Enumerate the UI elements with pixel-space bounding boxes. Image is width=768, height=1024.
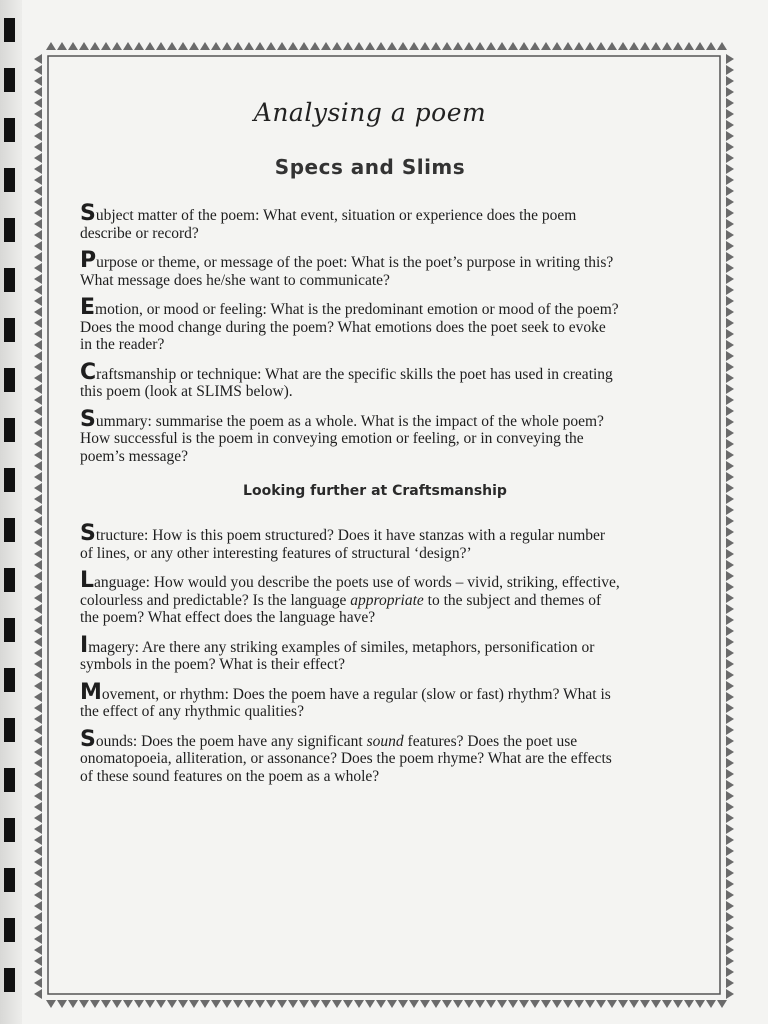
- binding-hole: [4, 168, 15, 192]
- item-text: tructure: How is this poem structured? Does it have stanzas with a regular number of lines, or any other interesting features of structural ‘design?’: [80, 527, 606, 562]
- drop-cap: I: [80, 632, 89, 658]
- drop-cap: L: [80, 568, 95, 593]
- specs-item: [80, 359, 620, 401]
- binding-hole: [4, 68, 15, 92]
- drop-cap: S: [80, 521, 96, 546]
- binding-hole: [4, 368, 15, 392]
- page-subtitle: Specs and Slims: [274, 155, 466, 179]
- drop-cap: S: [80, 201, 96, 226]
- slims-item: [80, 568, 620, 627]
- page-content: [80, 90, 660, 795]
- item-text: ubject matter of the poem: What event, situation or experience does the poem describe or record?: [80, 207, 577, 242]
- binding-hole: [4, 968, 15, 992]
- specs-list: [80, 201, 660, 465]
- slims-item: [80, 726, 620, 786]
- slims-item: [80, 521, 620, 562]
- drop-cap: C: [80, 359, 97, 385]
- binding-hole: [4, 268, 15, 292]
- item-text: motion, or mood or feeling: What is the predominant emotion or mood of the poem? Does the mood change during the poem? What emotions does the poet seek to evoke in the reader?: [80, 301, 619, 353]
- drop-cap: M: [80, 679, 102, 705]
- drop-cap: S: [80, 406, 96, 432]
- binding-hole: [4, 618, 15, 642]
- drop-cap: S: [80, 726, 96, 752]
- page-title: Analysing a poem: [253, 98, 487, 127]
- section-heading: Looking further at Craftsmanship: [243, 483, 507, 499]
- specs-item: [80, 201, 620, 242]
- binding-hole: [4, 818, 15, 842]
- binding-hole: [4, 918, 15, 942]
- item-text: anguage: How would you describe the poets use of words – vivid, striking, effective, colourless and predictable? Is the language appropriate to the subject and themes of the poem? What effect does the language have?: [80, 574, 620, 626]
- binding-hole: [4, 418, 15, 442]
- binding-hole: [4, 868, 15, 892]
- binding-hole: [4, 118, 15, 142]
- slims-item: [80, 679, 620, 721]
- binding-hole: [4, 18, 15, 42]
- item-text: ovement, or rhythm: Does the poem have a regular (slow or fast) rhythm? What is the effect of any rhythmic qualities?: [80, 685, 611, 720]
- item-text: ummary: summarise the poem as a whole. What is the impact of the whole poem? How successful is the poem in conveying emotion or feeling, or in conveying the poem’s message?: [80, 412, 604, 465]
- specs-item: [80, 248, 620, 289]
- binding-hole: [4, 568, 15, 592]
- binding-hole: [4, 318, 15, 342]
- item-text: urpose or theme, or message of the poet: What is the poet’s purpose in writing this? What message does he/she want to communicate?: [80, 254, 614, 289]
- item-text: ounds: Does the poem have any significant sound features? Does the poet use onomatopoeia, alliteration, or assonance? Does the poem rhyme? What are the effects of these sound features on the poem as a whole?: [80, 732, 612, 785]
- binding-hole: [4, 218, 15, 242]
- binding-hole: [4, 718, 15, 742]
- spiral-binding: [0, 0, 22, 1024]
- drop-cap: P: [80, 248, 97, 273]
- binding-hole: [4, 518, 15, 542]
- slims-list: [80, 521, 660, 785]
- binding-hole: [4, 768, 15, 792]
- item-text: magery: Are there any striking examples of similes, metaphors, personification or symbols in the poem? What is their effect?: [80, 638, 595, 673]
- binding-hole: [4, 468, 15, 492]
- item-text: raftsmanship or technique: What are the specific skills the poet has used in creating this poem (look at SLIMS below).: [80, 365, 613, 400]
- specs-item: [80, 295, 620, 354]
- binding-hole: [4, 668, 15, 692]
- specs-item: [80, 406, 620, 466]
- slims-item: [80, 632, 620, 674]
- drop-cap: E: [80, 295, 96, 320]
